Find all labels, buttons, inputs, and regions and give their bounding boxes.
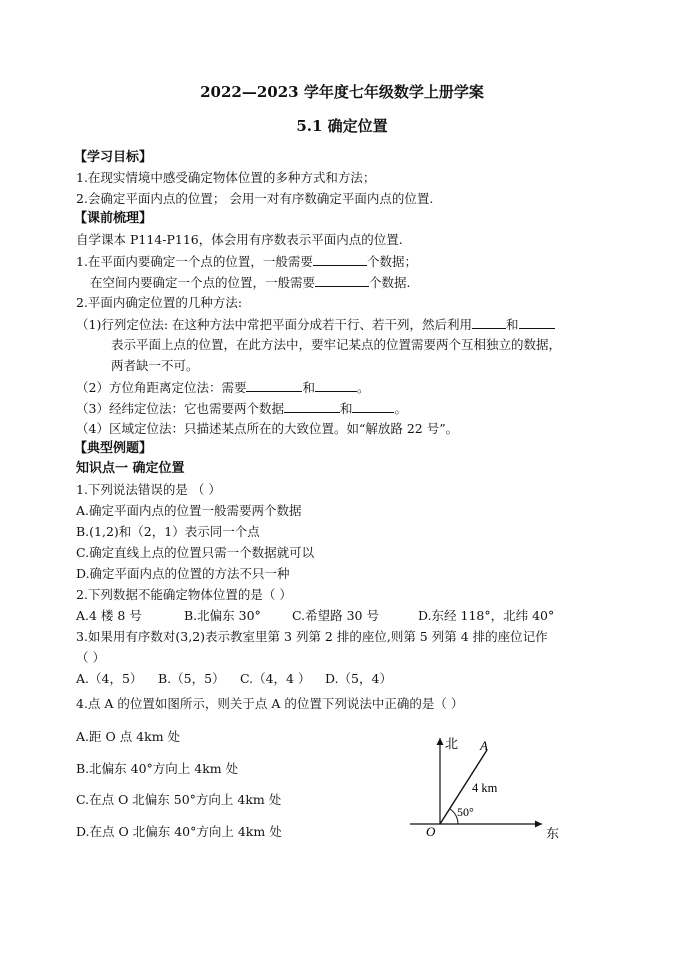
question-3: 3.如果用有序数对(3,2)表示教室里第 3 列第 2 排的座位,则第 5 列第 4 排的座位记作 xyxy=(76,629,548,644)
method-1-line-3: 两者缺一不可。 xyxy=(111,358,199,373)
method-2-text: （2）方位角距离定位法：需要 xyxy=(76,380,247,395)
examples-heading: 【典型例题】 xyxy=(74,441,153,456)
method-3-text: （3）经纬定位法：它也需要两个数据 xyxy=(76,401,284,416)
review-q1a-text: 1.在平面内要确定一个点的位置，一般需要 xyxy=(76,254,313,269)
goals-heading: 【学习目标】 xyxy=(74,150,153,165)
east-label: 东 xyxy=(546,826,560,841)
q2-option-b: B.北偏东 30° xyxy=(184,608,261,623)
origin-label: O xyxy=(426,824,436,839)
q1-option-c: C.确定直线上点的位置只需一个数据就可以 xyxy=(76,545,315,560)
answer-blank[interactable] xyxy=(519,316,555,329)
method-1-text: （1)行列定位法: 在这种方法中常把平面分成若干行、若干列，然后利用 xyxy=(76,317,473,332)
answer-blank[interactable] xyxy=(313,253,367,266)
bearing-figure xyxy=(400,730,580,860)
method-2 xyxy=(76,379,370,396)
question-4: 4.点 A 的位置如图所示，则关于点 A 的位置下列说法中正确的是（ ） xyxy=(76,696,464,711)
q4-option-a: A.距 O 点 4km 处 xyxy=(76,729,181,744)
review-q2: 2.平面内确定位置的几种方法: xyxy=(76,295,243,310)
answer-blank[interactable] xyxy=(472,316,506,329)
method-2-end: 。 xyxy=(356,380,370,395)
q2-option-d: D.东经 118°，北纬 40° xyxy=(418,608,555,623)
point-a-label: A xyxy=(480,738,488,753)
answer-blank[interactable] xyxy=(315,274,369,287)
goal-item-2: 2.会确定平面内点的位置； 会用一对有序数确定平面内点的位置. xyxy=(76,191,434,206)
q1-option-d: D.确定平面内点的位置的方法不只一种 xyxy=(76,566,290,581)
review-intro: 自学课本 P114-P116，体会用有序数表示平面内点的位置. xyxy=(76,232,403,247)
q3-option-d: D.（5，4） xyxy=(325,671,392,686)
method-1-and: 和 xyxy=(506,317,519,332)
review-q1b-end: 个数据. xyxy=(369,275,411,290)
knowledge-point-title: 知识点一 确定位置 xyxy=(76,461,185,476)
method-4: （4）区域定位法：只描述某点所在的大致位置。如“解放路 22 号”。 xyxy=(76,421,459,436)
lesson-title: 5.1 确定位置 xyxy=(296,117,388,135)
answer-blank[interactable] xyxy=(352,400,394,413)
distance-label: 4 km xyxy=(472,781,498,795)
q2-option-a: A.4 楼 8 号 xyxy=(76,608,142,623)
north-label: 北 xyxy=(445,736,459,751)
method-3-end: 。 xyxy=(394,401,407,416)
q1-option-b: B.(1,2)和（2，1）表示同一个点 xyxy=(76,524,260,539)
review-q1a-end: 个数据； xyxy=(366,254,417,269)
method-3 xyxy=(76,400,407,417)
review-q1b xyxy=(90,274,411,291)
question-2: 2.下列数据不能确定物体位置的是（ ） xyxy=(76,587,292,602)
q3-option-c: C.（4，4 ） xyxy=(240,671,311,686)
method-1-line-1 xyxy=(76,316,555,333)
method-1-line-2: 表示平面上点的位置，在此方法中，要牢记某点的位置需要两个互相独立的数据， xyxy=(111,337,562,352)
question-1: 1.下列说法错误的是 （ ） xyxy=(76,482,221,497)
review-heading: 【课前梳理】 xyxy=(74,211,153,226)
method-2-and: 和 xyxy=(302,380,315,395)
answer-blank[interactable] xyxy=(246,379,302,392)
review-q1a xyxy=(76,253,417,270)
answer-blank[interactable] xyxy=(315,379,357,392)
q1-option-a: A.确定平面内点的位置一般需要两个数据 xyxy=(76,503,302,518)
q2-option-c: C.希望路 30 号 xyxy=(292,608,379,623)
goal-item-1: 1.在现实情境中感受确定物体位置的多种方式和方法； xyxy=(76,170,376,185)
method-3-and: 和 xyxy=(339,401,353,416)
q3-option-a: A.（4，5） xyxy=(76,671,143,686)
angle-label: 50° xyxy=(457,805,474,819)
question-3-paren: （ ） xyxy=(76,650,105,665)
q4-option-d: D.在点 O 北偏东 40°方向上 4km 处 xyxy=(76,824,282,839)
q4-option-c: C.在点 O 北偏东 50°方向上 4km 处 xyxy=(76,792,282,807)
review-q1b-text: 在空间内要确定一个点的位置，一般需要 xyxy=(90,275,316,290)
q3-option-b: B.（5，5） xyxy=(158,671,225,686)
answer-blank[interactable] xyxy=(284,400,340,413)
q4-option-b: B.北偏东 40°方向上 4km 处 xyxy=(76,761,239,776)
page-title: 2022—2023 学年度七年级数学上册学案 xyxy=(200,83,484,101)
